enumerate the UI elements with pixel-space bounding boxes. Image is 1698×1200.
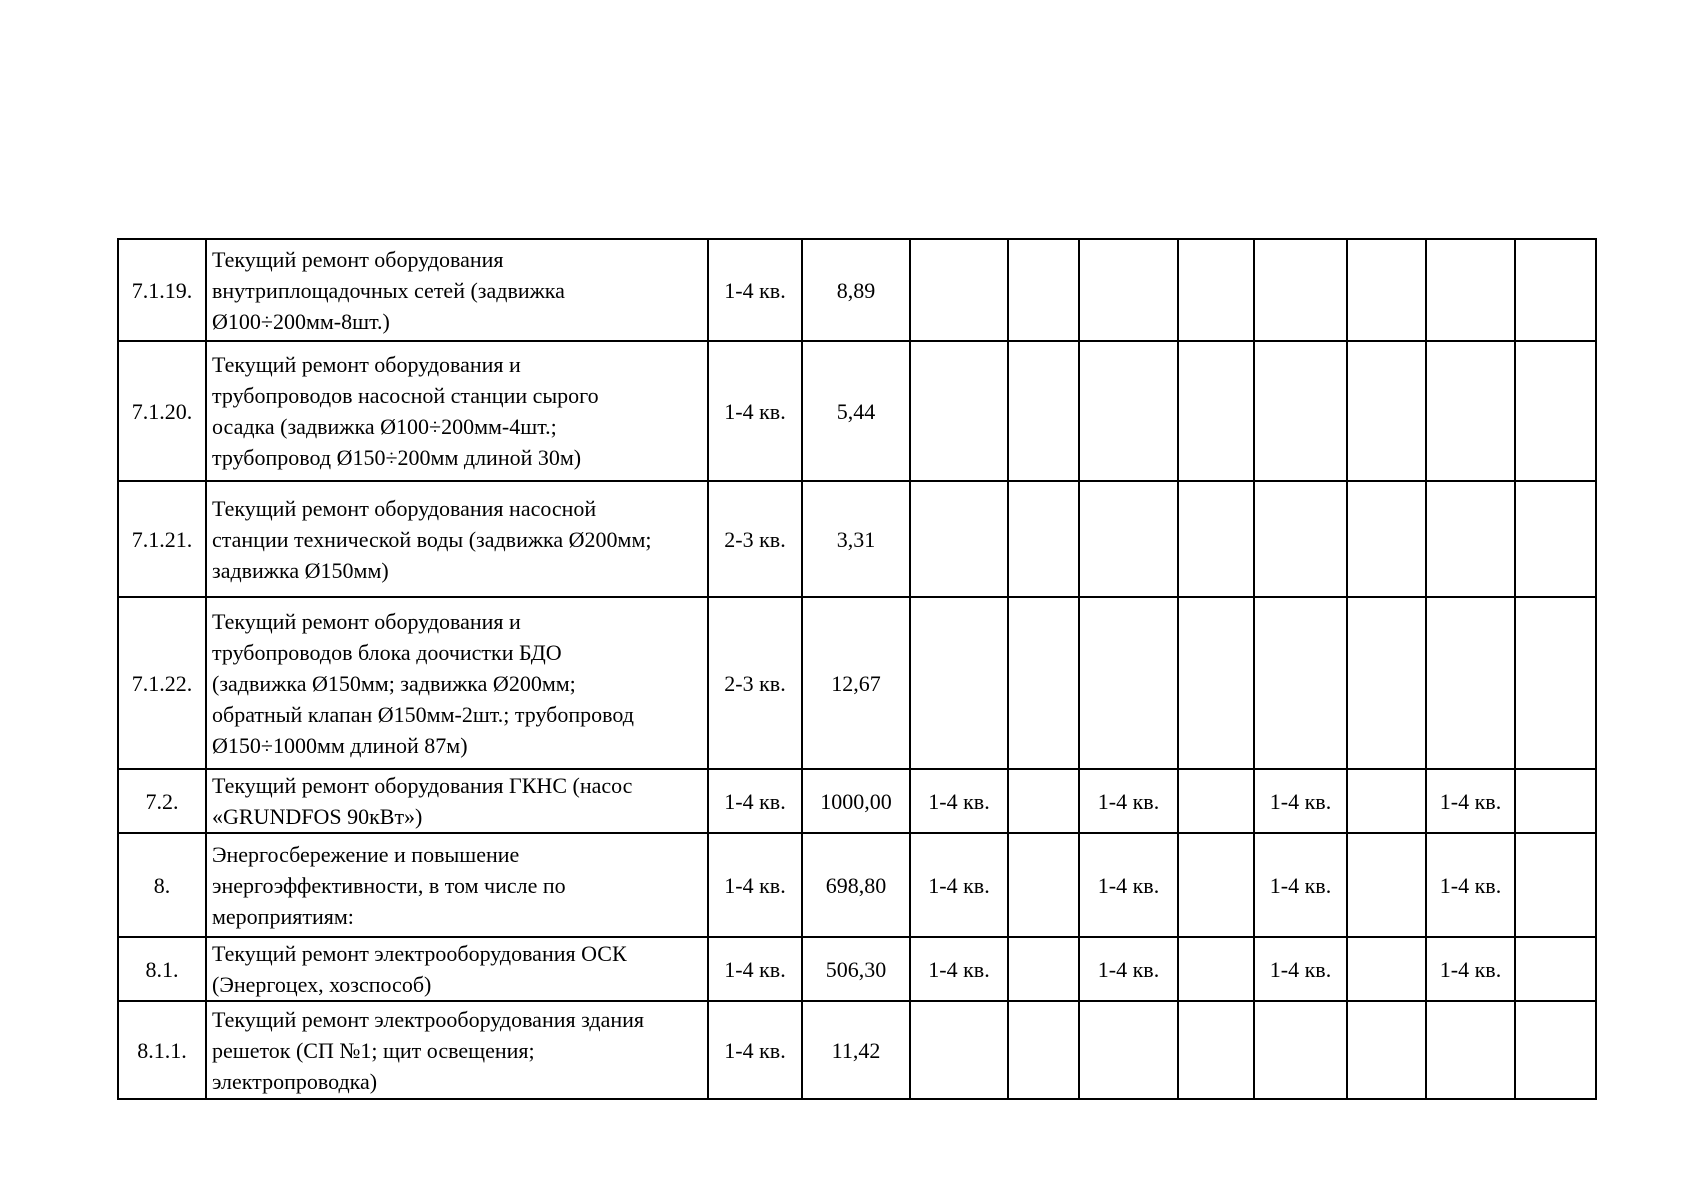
row-amount: 1000,00 <box>802 769 910 833</box>
schedule-cell <box>1178 597 1254 769</box>
schedule-cell <box>1008 481 1079 597</box>
row-description <box>206 481 708 597</box>
row-period: 1-4 кв. <box>708 937 802 1001</box>
description-line: решеток (СП №1; щит освещения; <box>212 1037 535 1063</box>
schedule-cell: 1-4 кв. <box>1079 769 1178 833</box>
schedule-cell <box>1008 239 1079 341</box>
row-description <box>206 341 708 481</box>
schedule-cell <box>1178 937 1254 1001</box>
schedule-cell: 1-4 кв. <box>910 833 1008 937</box>
schedule-cell <box>1347 481 1426 597</box>
schedule-cell <box>910 597 1008 769</box>
row-period: 1-4 кв. <box>708 341 802 481</box>
description-line: энергоэффективности, в том числе по <box>212 872 566 898</box>
row-period: 1-4 кв. <box>708 1001 802 1099</box>
row-number: 8. <box>118 833 206 937</box>
row-description <box>206 937 708 1001</box>
schedule-cell <box>1008 1001 1079 1099</box>
schedule-cell <box>1254 597 1347 769</box>
row-period: 1-4 кв. <box>708 239 802 341</box>
schedule-cell <box>1178 769 1254 833</box>
table-row <box>118 341 1596 481</box>
description-line: Текущий ремонт оборудования и <box>212 608 521 634</box>
row-description <box>206 769 708 833</box>
schedule-cell <box>1515 937 1596 1001</box>
description-line: Текущий ремонт оборудования и <box>212 352 521 377</box>
description-line: трубопроводов блока доочистки БДО <box>212 639 562 665</box>
row-amount: 698,80 <box>802 833 910 937</box>
schedule-cell <box>1178 833 1254 937</box>
schedule-cell <box>1426 1001 1515 1099</box>
schedule-cell <box>1079 481 1178 597</box>
schedule-cell <box>1178 481 1254 597</box>
schedule-cell <box>1008 937 1079 1001</box>
table-row <box>118 1001 1596 1099</box>
schedule-cell: 1-4 кв. <box>1426 833 1515 937</box>
schedule-cell <box>1254 1001 1347 1099</box>
description-line: «GRUNDFOS 90кВт») <box>212 804 423 829</box>
schedule-cell: 1-4 кв. <box>1254 937 1347 1001</box>
description-line: Текущий ремонт оборудования ГКНС (насос <box>212 773 633 798</box>
schedule-cell <box>1347 1001 1426 1099</box>
description-line: трубопровод Ø150÷200мм длиной 30м) <box>212 445 582 470</box>
description-line: (Энергоцех, хозспособ) <box>212 972 432 997</box>
row-amount: 8,89 <box>802 239 910 341</box>
row-amount: 506,30 <box>802 937 910 1001</box>
description-line: обратный клапан Ø150мм-2шт.; трубопровод <box>212 701 634 727</box>
schedule-cell <box>1254 481 1347 597</box>
schedule-cell: 1-4 кв. <box>1079 833 1178 937</box>
table-row <box>118 481 1596 597</box>
schedule-cell: 1-4 кв. <box>1426 937 1515 1001</box>
schedule-cell: 1-4 кв. <box>910 937 1008 1001</box>
schedule-cell <box>1426 341 1515 481</box>
schedule-cell <box>1178 1001 1254 1099</box>
row-number: 7.1.22. <box>118 597 206 769</box>
row-number: 8.1. <box>118 937 206 1001</box>
schedule-cell <box>1347 597 1426 769</box>
schedule-cell <box>1008 597 1079 769</box>
row-number: 7.1.19. <box>118 239 206 341</box>
description-line: трубопроводов насосной станции сырого <box>212 383 599 408</box>
schedule-cell <box>1347 769 1426 833</box>
schedule-cell <box>1008 833 1079 937</box>
row-amount: 12,67 <box>802 597 910 769</box>
description-line: осадка (задвижка Ø100÷200мм-4шт.; <box>212 414 557 439</box>
row-period: 2-3 кв. <box>708 481 802 597</box>
schedule-cell <box>910 341 1008 481</box>
row-period: 1-4 кв. <box>708 769 802 833</box>
schedule-cell: 1-4 кв. <box>1079 937 1178 1001</box>
row-description <box>206 833 708 937</box>
row-number: 7.2. <box>118 769 206 833</box>
table-row <box>118 833 1596 937</box>
schedule-cell <box>1079 1001 1178 1099</box>
schedule-cell <box>1426 239 1515 341</box>
description-line: мероприятиям: <box>212 903 354 929</box>
works-table <box>117 238 1597 1100</box>
schedule-cell <box>1008 769 1079 833</box>
schedule-cell <box>1254 239 1347 341</box>
schedule-cell <box>910 1001 1008 1099</box>
schedule-cell <box>1515 597 1596 769</box>
description-line: Текущий ремонт электрооборудования ОСК <box>212 941 627 966</box>
description-line: (задвижка Ø150мм; задвижка Ø200мм; <box>212 670 576 696</box>
description-line: Энергосбережение и повышение <box>212 841 520 867</box>
schedule-cell <box>1347 239 1426 341</box>
schedule-cell <box>910 481 1008 597</box>
schedule-cell <box>1515 833 1596 937</box>
description-line: Текущий ремонт оборудования <box>212 246 504 272</box>
row-description <box>206 1001 708 1099</box>
schedule-cell <box>1426 481 1515 597</box>
description-line: Ø150÷1000мм длиной 87м) <box>212 732 468 758</box>
schedule-cell <box>1347 341 1426 481</box>
schedule-cell <box>1515 769 1596 833</box>
schedule-cell: 1-4 кв. <box>1426 769 1515 833</box>
description-line: электропроводка) <box>212 1068 378 1094</box>
schedule-cell <box>910 239 1008 341</box>
row-amount: 11,42 <box>802 1001 910 1099</box>
schedule-cell <box>1426 597 1515 769</box>
schedule-cell <box>1079 597 1178 769</box>
row-description <box>206 239 708 341</box>
description-line: станции технической воды (задвижка Ø200мм; <box>212 526 652 552</box>
schedule-cell <box>1079 341 1178 481</box>
description-line: Текущий ремонт оборудования насосной <box>212 495 597 521</box>
description-line: Текущий ремонт электрооборудования здания <box>212 1006 645 1032</box>
schedule-cell <box>1178 341 1254 481</box>
schedule-cell: 1-4 кв. <box>1254 769 1347 833</box>
schedule-cell: 1-4 кв. <box>910 769 1008 833</box>
schedule-cell <box>1515 341 1596 481</box>
schedule-cell <box>1515 239 1596 341</box>
schedule-cell <box>1347 937 1426 1001</box>
table-row <box>118 937 1596 1001</box>
table-row <box>118 239 1596 341</box>
schedule-cell <box>1008 341 1079 481</box>
schedule-cell <box>1515 481 1596 597</box>
table-row <box>118 597 1596 769</box>
schedule-cell <box>1079 239 1178 341</box>
table-body <box>118 239 1596 1099</box>
row-amount: 5,44 <box>802 341 910 481</box>
row-period: 1-4 кв. <box>708 833 802 937</box>
schedule-cell <box>1347 833 1426 937</box>
table-row <box>118 769 1596 833</box>
schedule-cell <box>1178 239 1254 341</box>
row-description <box>206 597 708 769</box>
schedule-cell <box>1515 1001 1596 1099</box>
row-number: 8.1.1. <box>118 1001 206 1099</box>
schedule-cell <box>1254 341 1347 481</box>
row-number: 7.1.21. <box>118 481 206 597</box>
row-amount: 3,31 <box>802 481 910 597</box>
description-line: внутриплощадочных сетей (задвижка <box>212 277 565 303</box>
row-period: 2-3 кв. <box>708 597 802 769</box>
description-line: задвижка Ø150мм) <box>212 557 389 583</box>
schedule-cell: 1-4 кв. <box>1254 833 1347 937</box>
row-number: 7.1.20. <box>118 341 206 481</box>
description-line: Ø100÷200мм-8шт.) <box>212 308 390 334</box>
